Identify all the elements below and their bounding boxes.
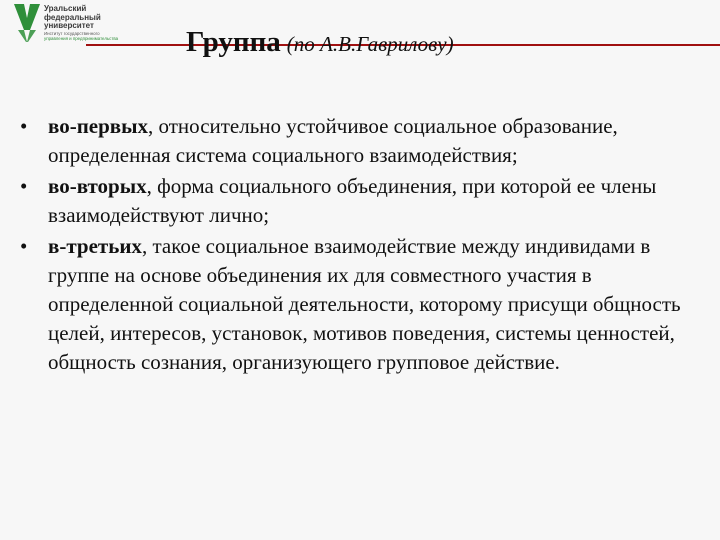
item-lead: во-вторых xyxy=(48,174,147,198)
list-item xyxy=(18,172,698,230)
list-item xyxy=(18,112,698,170)
item-lead: во-первых xyxy=(48,114,149,138)
list-item xyxy=(18,232,698,377)
logo-sub-line-2: управления и предпринимательства xyxy=(44,36,119,41)
title-main: Группа xyxy=(186,26,281,58)
title-subtitle: (по А.В.Гаврилову) xyxy=(286,32,454,56)
definition-list xyxy=(18,112,698,379)
university-logo xyxy=(14,4,144,44)
bullet: • xyxy=(20,174,28,198)
item-text: , форма социального объединения, при которой ее члены взаимодействуют лично; xyxy=(48,174,657,227)
bullet: • xyxy=(20,234,28,258)
logo-line-2: федеральный xyxy=(44,12,101,22)
logo-sub-line-1: Институт государственного xyxy=(44,31,100,36)
item-lead: в-третьих xyxy=(48,234,142,258)
item-text: , такое социальное взаимодействие между индивидами в группе на основе объединения их для совместного участия в определенной социальной деятельности, которому присущи общность целей, интересов, установок, мотивов поведения, системы ценностей, общность сознания, организующего групповое действие. xyxy=(48,234,681,374)
item-text: , относительно устойчивое социальное образование, определенная система социального взаимодействия; xyxy=(48,114,618,167)
logo-line-3: университет xyxy=(44,21,94,30)
logo-university-name xyxy=(44,5,101,31)
page-title xyxy=(186,26,454,59)
ural-university-logo-icon xyxy=(14,4,40,42)
logo-institute-name xyxy=(44,31,140,41)
bullet: • xyxy=(20,114,28,138)
logo-line-1: Уральский xyxy=(44,4,87,13)
